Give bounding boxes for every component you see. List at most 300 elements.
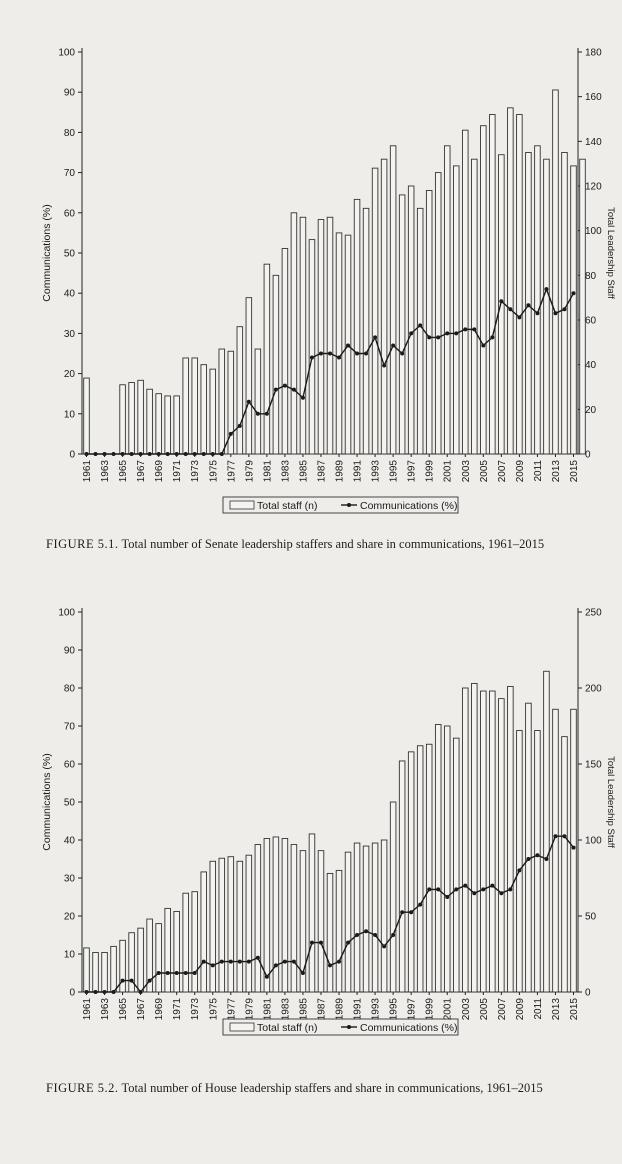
point-communications <box>166 452 170 456</box>
x-tick-label: 2009 <box>514 998 526 1021</box>
point-communications <box>283 384 287 388</box>
bar-total-staff <box>499 155 505 454</box>
point-communications <box>544 857 548 861</box>
bar-total-staff <box>571 166 577 454</box>
bar-total-staff <box>84 948 90 992</box>
bar-total-staff <box>471 683 477 992</box>
point-communications <box>364 352 368 356</box>
x-tick-label: 1969 <box>154 998 166 1021</box>
bar-total-staff <box>390 802 396 992</box>
bar-total-staff <box>183 358 189 454</box>
point-communications <box>94 452 98 456</box>
bar-total-staff <box>562 153 568 455</box>
point-communications <box>130 452 134 456</box>
right-axis-title: Total Leadership Staff <box>605 756 616 848</box>
point-communications <box>364 929 368 933</box>
x-tick-label: 2007 <box>496 998 508 1021</box>
bar-total-staff <box>147 389 153 454</box>
bar-total-staff <box>417 746 423 992</box>
legend-label-total-staff: Total staff (n) <box>257 1022 318 1034</box>
bar-total-staff <box>481 126 487 454</box>
point-communications <box>382 944 386 948</box>
x-tick-label: 2013 <box>550 460 562 483</box>
point-communications <box>391 933 395 937</box>
left-tick-label: 70 <box>63 721 75 733</box>
bar-total-staff <box>219 858 225 992</box>
point-communications <box>418 903 422 907</box>
x-tick-label: 1987 <box>316 460 328 483</box>
bar-total-staff <box>562 737 568 992</box>
x-tick-label: 1985 <box>298 460 310 483</box>
x-tick-label: 1965 <box>118 998 130 1021</box>
x-tick-label: 1961 <box>82 460 94 483</box>
point-communications <box>202 960 206 964</box>
right-tick-label: 60 <box>585 315 597 327</box>
left-tick-label: 10 <box>63 409 75 421</box>
right-tick-label: 0 <box>585 987 591 999</box>
bar-total-staff <box>111 946 117 992</box>
x-tick-label: 1965 <box>118 460 130 483</box>
right-tick-label: 250 <box>585 607 602 619</box>
bar-total-staff <box>336 870 342 992</box>
bar-total-staff <box>156 924 162 992</box>
bar-total-staff <box>138 928 144 992</box>
bar-total-staff <box>183 893 189 992</box>
point-communications <box>337 356 341 360</box>
x-tick-label: 1967 <box>136 998 148 1021</box>
bar-total-staff <box>399 761 405 992</box>
left-tick-label: 20 <box>63 911 75 923</box>
bar-total-staff <box>372 168 378 454</box>
point-communications <box>373 335 377 339</box>
senate-chart <box>0 20 622 555</box>
x-tick-label: 1997 <box>406 998 418 1021</box>
point-communications <box>238 424 242 428</box>
bar-total-staff <box>535 731 541 992</box>
point-communications <box>175 971 179 975</box>
left-tick-label: 0 <box>69 987 75 999</box>
point-communications <box>571 846 575 850</box>
legend-point-swatch <box>347 503 351 507</box>
bar-total-staff <box>417 208 423 454</box>
bar-total-staff <box>390 146 396 454</box>
left-tick-label: 30 <box>63 328 75 340</box>
bar-total-staff <box>156 394 162 454</box>
point-communications <box>517 868 521 872</box>
house-chart <box>0 590 622 1070</box>
point-communications <box>292 388 296 392</box>
point-communications <box>256 412 260 416</box>
point-communications <box>355 933 359 937</box>
point-communications <box>526 303 530 307</box>
point-communications <box>130 979 134 983</box>
point-communications <box>229 960 233 964</box>
bar-total-staff <box>535 146 541 454</box>
bar-total-staff <box>526 703 532 992</box>
point-communications <box>409 331 413 335</box>
point-communications <box>400 352 404 356</box>
bar-total-staff <box>192 358 198 454</box>
x-tick-label: 1989 <box>334 460 346 483</box>
x-tick-label: 1991 <box>352 460 364 483</box>
point-communications <box>220 452 224 456</box>
point-communications <box>355 352 359 356</box>
bar-total-staff <box>264 264 270 454</box>
bar-total-staff <box>490 691 496 992</box>
x-tick-label: 2015 <box>568 460 580 483</box>
bar-total-staff <box>93 952 99 992</box>
point-communications <box>553 311 557 315</box>
bar-total-staff <box>453 166 459 454</box>
bar-total-staff <box>201 365 207 454</box>
x-tick-label: 2011 <box>532 998 544 1020</box>
x-tick-label: 1979 <box>244 998 256 1021</box>
bar-total-staff <box>571 709 577 992</box>
bar-total-staff <box>508 108 514 454</box>
x-tick-label: 1975 <box>208 460 220 483</box>
left-tick-label: 50 <box>63 797 75 809</box>
bar-total-staff <box>381 840 387 992</box>
x-tick-label: 2009 <box>514 460 526 483</box>
bar-total-staff <box>327 873 333 992</box>
point-communications <box>544 287 548 291</box>
bar-total-staff <box>499 699 505 992</box>
left-tick-label: 0 <box>69 449 75 461</box>
bar-total-staff <box>174 396 180 454</box>
bar-total-staff <box>291 845 297 992</box>
bar-total-staff <box>517 731 523 992</box>
point-communications <box>220 960 224 964</box>
bar-total-staff <box>255 349 261 454</box>
x-tick-label: 1971 <box>172 460 184 483</box>
point-communications <box>346 941 350 945</box>
figure-caption-2 <box>46 1080 606 1096</box>
point-communications <box>535 311 539 315</box>
left-tick-label: 60 <box>63 759 75 771</box>
x-tick-label: 1981 <box>262 460 274 483</box>
bar-total-staff <box>354 199 360 454</box>
point-communications <box>562 307 566 311</box>
bar-total-staff <box>201 872 207 992</box>
bar-total-staff <box>462 688 468 992</box>
bar-total-staff <box>444 726 450 992</box>
bar-total-staff <box>345 852 351 992</box>
x-tick-label: 2001 <box>442 460 454 483</box>
point-communications <box>535 853 539 857</box>
point-communications <box>328 352 332 356</box>
bar-total-staff <box>580 159 586 454</box>
point-communications <box>436 335 440 339</box>
left-tick-label: 30 <box>63 873 75 885</box>
x-tick-label: 1971 <box>172 998 184 1021</box>
bar-total-staff <box>120 385 126 454</box>
point-communications <box>526 857 530 861</box>
point-communications <box>319 941 323 945</box>
bar-total-staff <box>544 159 550 454</box>
legend-label-communications: Communications (%) <box>360 500 458 512</box>
bar-total-staff <box>138 380 144 454</box>
point-communications <box>310 941 314 945</box>
legend-label-communications: Communications (%) <box>360 1022 458 1034</box>
bar-total-staff <box>408 186 414 454</box>
x-tick-label: 1993 <box>370 998 382 1021</box>
bar-total-staff <box>165 396 171 454</box>
point-communications <box>382 364 386 368</box>
bar-total-staff <box>210 369 216 454</box>
legend-bar-swatch <box>230 1023 254 1031</box>
bar-total-staff <box>174 911 180 992</box>
bar-total-staff <box>435 724 441 992</box>
legend-bar-swatch <box>230 501 254 509</box>
bar-total-staff <box>408 752 414 992</box>
point-communications <box>490 335 494 339</box>
point-communications <box>247 400 251 404</box>
legend-label-total-staff: Total staff (n) <box>257 500 318 512</box>
point-communications <box>427 335 431 339</box>
left-tick-label: 40 <box>63 835 75 847</box>
point-communications <box>391 343 395 347</box>
x-tick-label: 1977 <box>226 460 238 483</box>
x-tick-label: 1977 <box>226 998 238 1021</box>
point-communications <box>247 960 251 964</box>
point-communications <box>472 327 476 331</box>
point-communications <box>409 910 413 914</box>
x-tick-label: 1979 <box>244 460 256 483</box>
bar-total-staff <box>381 159 387 454</box>
bar-total-staff <box>363 846 369 992</box>
point-communications <box>202 452 206 456</box>
point-communications <box>328 963 332 967</box>
right-tick-label: 180 <box>585 47 602 59</box>
point-communications <box>301 971 305 975</box>
point-communications <box>301 396 305 400</box>
left-tick-label: 90 <box>63 645 75 657</box>
point-communications <box>319 352 323 356</box>
bar-total-staff <box>282 838 288 992</box>
right-tick-label: 160 <box>585 92 602 104</box>
point-communications <box>166 971 170 975</box>
point-communications <box>454 331 458 335</box>
point-communications <box>508 887 512 891</box>
x-tick-label: 2013 <box>550 998 562 1021</box>
bar-total-staff <box>255 845 261 992</box>
left-tick-label: 10 <box>63 949 75 961</box>
x-tick-label: 1995 <box>388 460 400 483</box>
point-communications <box>229 432 233 436</box>
bar-total-staff <box>219 349 225 454</box>
point-communications <box>481 887 485 891</box>
point-communications <box>427 887 431 891</box>
point-communications <box>238 960 242 964</box>
point-communications <box>517 315 521 319</box>
bar-total-staff <box>210 861 216 992</box>
right-tick-label: 0 <box>585 449 591 461</box>
point-communications <box>112 452 116 456</box>
x-tick-label: 2005 <box>478 998 490 1021</box>
bar-total-staff <box>544 671 550 992</box>
right-axis-title: Total Leadership Staff <box>605 207 616 299</box>
x-tick-label: 1983 <box>280 998 292 1021</box>
left-tick-label: 80 <box>63 683 75 695</box>
bar-total-staff <box>309 834 315 992</box>
point-communications <box>373 933 377 937</box>
x-tick-label: 1973 <box>190 998 202 1021</box>
point-communications <box>283 960 287 964</box>
bar-total-staff <box>273 275 279 454</box>
left-tick-label: 100 <box>58 47 75 59</box>
left-tick-label: 40 <box>63 288 75 300</box>
bar-total-staff <box>84 378 90 454</box>
x-tick-label: 1961 <box>82 998 94 1021</box>
left-tick-label: 60 <box>63 208 75 220</box>
right-tick-label: 40 <box>585 360 597 372</box>
x-tick-label: 1975 <box>208 998 220 1021</box>
figure-label-1: FIGURE 5.1. <box>46 537 119 551</box>
point-communications <box>310 356 314 360</box>
figure-title-1: Total number of Senate leadership staffers and share in communications, 1961–2015 <box>121 537 545 551</box>
left-tick-label: 70 <box>63 168 75 180</box>
bar-total-staff <box>444 146 450 454</box>
right-tick-label: 100 <box>585 226 602 238</box>
bar-total-staff <box>291 213 297 454</box>
x-tick-label: 1963 <box>100 460 112 483</box>
bar-total-staff <box>435 173 441 454</box>
bar-total-staff <box>102 952 108 992</box>
bar-total-staff <box>481 691 487 992</box>
point-communications <box>274 388 278 392</box>
right-tick-label: 100 <box>585 835 602 847</box>
point-communications <box>256 956 260 960</box>
right-tick-label: 50 <box>585 911 597 923</box>
left-axis-title: Communications (%) <box>41 753 53 851</box>
point-communications <box>184 452 188 456</box>
bar-total-staff <box>453 738 459 992</box>
bar-total-staff <box>471 159 477 454</box>
bar-total-staff <box>237 861 243 992</box>
left-tick-label: 100 <box>58 607 75 619</box>
bar-total-staff <box>354 843 360 992</box>
point-communications <box>445 895 449 899</box>
point-communications <box>346 343 350 347</box>
x-tick-label: 1985 <box>298 998 310 1021</box>
right-tick-label: 20 <box>585 404 597 416</box>
point-communications <box>508 307 512 311</box>
bar-total-staff <box>264 838 270 992</box>
left-tick-label: 50 <box>63 248 75 260</box>
x-tick-label: 2003 <box>460 460 472 483</box>
figure-caption-1 <box>46 536 606 552</box>
x-tick-label: 1999 <box>424 998 436 1021</box>
right-tick-label: 200 <box>585 683 602 695</box>
bar-total-staff <box>246 298 252 454</box>
x-tick-label: 2003 <box>460 998 472 1021</box>
x-tick-label: 1991 <box>352 998 364 1021</box>
bar-total-staff <box>553 709 559 992</box>
bar-total-staff <box>120 940 126 992</box>
figure-label-2: FIGURE 5.2. <box>46 1081 119 1095</box>
point-communications <box>112 990 116 994</box>
point-communications <box>481 343 485 347</box>
point-communications <box>490 884 494 888</box>
x-tick-label: 1963 <box>100 998 112 1021</box>
x-tick-label: 1987 <box>316 998 328 1021</box>
bar-total-staff <box>526 153 532 455</box>
point-communications <box>148 979 152 983</box>
x-tick-label: 1973 <box>190 460 202 483</box>
point-communications <box>562 834 566 838</box>
point-communications <box>463 884 467 888</box>
x-tick-label: 1999 <box>424 460 436 483</box>
bar-total-staff <box>336 233 342 454</box>
bar-total-staff <box>399 195 405 454</box>
bar-total-staff <box>318 851 324 992</box>
point-communications <box>121 979 125 983</box>
x-tick-label: 1993 <box>370 460 382 483</box>
x-tick-label: 2005 <box>478 460 490 483</box>
right-tick-label: 150 <box>585 759 602 771</box>
bar-total-staff <box>490 115 496 454</box>
left-axis-title: Communications (%) <box>41 204 53 302</box>
point-communications <box>499 891 503 895</box>
bar-total-staff <box>129 383 135 454</box>
bar-total-staff <box>246 855 252 992</box>
point-communications <box>472 891 476 895</box>
figure-title-2: Total number of House leadership staffers and share in communications, 1961–2015 <box>121 1081 543 1095</box>
x-tick-label: 2015 <box>568 998 580 1021</box>
point-communications <box>148 452 152 456</box>
point-communications <box>274 963 278 967</box>
point-communications <box>337 960 341 964</box>
x-tick-label: 2007 <box>496 460 508 483</box>
point-communications <box>445 331 449 335</box>
x-tick-label: 1983 <box>280 460 292 483</box>
bar-total-staff <box>327 217 333 454</box>
right-tick-label: 80 <box>585 270 597 282</box>
bar-total-staff <box>426 744 432 992</box>
point-communications <box>193 971 197 975</box>
point-communications <box>292 960 296 964</box>
x-tick-label: 1967 <box>136 460 148 483</box>
point-communications <box>499 299 503 303</box>
point-communications <box>265 975 269 979</box>
point-communications <box>211 963 215 967</box>
point-communications <box>184 971 188 975</box>
point-communications <box>157 971 161 975</box>
x-tick-label: 1997 <box>406 460 418 483</box>
x-tick-label: 1981 <box>262 998 274 1021</box>
bar-total-staff <box>300 217 306 454</box>
bar-total-staff <box>237 327 243 454</box>
point-communications <box>94 990 98 994</box>
point-communications <box>553 834 557 838</box>
bar-total-staff <box>165 908 171 992</box>
left-tick-label: 80 <box>63 127 75 139</box>
point-communications <box>463 327 467 331</box>
x-tick-label: 1989 <box>334 998 346 1021</box>
bar-total-staff <box>192 892 198 992</box>
x-tick-label: 2001 <box>442 998 454 1021</box>
bar-total-staff <box>282 249 288 454</box>
bar-total-staff <box>517 115 523 454</box>
bar-total-staff <box>309 240 315 454</box>
x-tick-label: 2011 <box>532 460 544 482</box>
point-communications <box>418 323 422 327</box>
bar-total-staff <box>228 857 234 992</box>
bar-total-staff <box>553 90 559 454</box>
point-communications <box>400 910 404 914</box>
point-communications <box>454 887 458 891</box>
right-tick-label: 120 <box>585 181 602 193</box>
